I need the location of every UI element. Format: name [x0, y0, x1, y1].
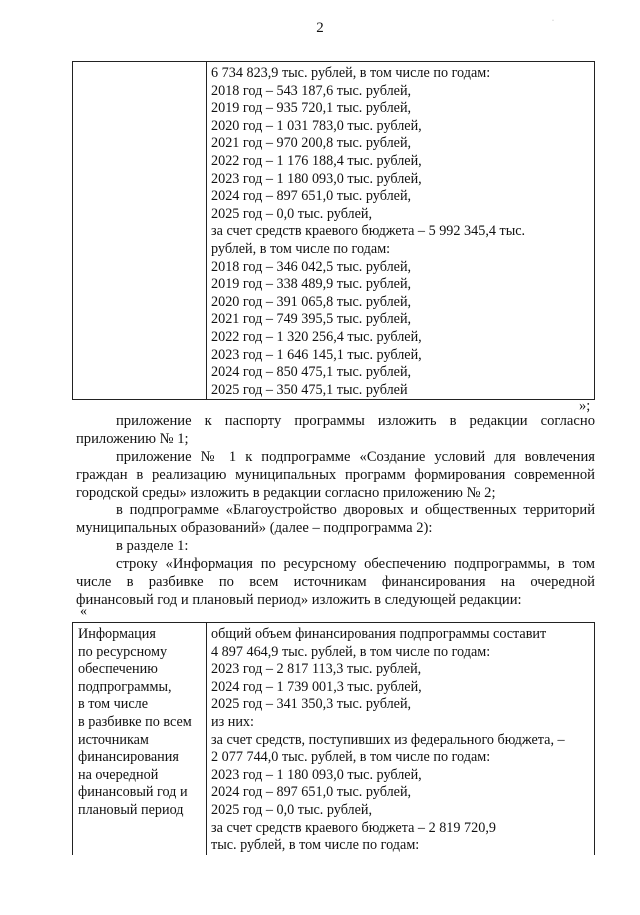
paragraph-line: в подпрограмме «Благоустройство дворовых и общественных территорий: [116, 502, 595, 518]
table-line: 2020 год – 391 065,8 тыс. рублей,: [211, 293, 412, 310]
table-line: 2024 год – 1 739 001,3 тыс. рублей,: [211, 678, 422, 695]
table-line: за счет средств, поступивших из федерального бюджета, –: [211, 731, 565, 748]
paragraph-line: числе в разбивке по всем источникам финансирования на очередной: [76, 573, 595, 590]
paragraph-line: городской среды» изложить в редакции согласно приложению № 2;: [76, 484, 496, 501]
table-line: 2023 год – 1 180 093,0 тыс. рублей,: [211, 766, 422, 783]
table-line: из них:: [211, 713, 254, 730]
table-line: за счет средств краевого бюджета – 5 992 345,4 тыс.: [211, 223, 526, 240]
table-line: 2025 год – 350 475,1 тыс. рублей: [211, 381, 408, 398]
table-line: 2022 год – 1 176 188,4 тыс. рублей,: [211, 152, 422, 169]
paragraph-line: приложение к паспорту программы изложить в редакции согласно: [116, 413, 595, 429]
table-line: 2023 год – 1 646 145,1 тыс. рублей,: [211, 346, 422, 363]
table-line: 2023 год – 1 180 093,0 тыс. рублей,: [211, 170, 422, 187]
table-line: 2 077 744,0 тыс. рублей, в том числе по годам:: [211, 749, 491, 766]
table-line: 2018 год – 346 042,5 тыс. рублей,: [211, 258, 412, 275]
table-right-cell: [207, 623, 595, 855]
table-line: плановый период: [78, 801, 184, 818]
table-line: рублей, в том числе по годам:: [211, 240, 391, 257]
table-line: в том числе: [78, 696, 149, 713]
paragraph-row-edit: [76, 556, 595, 609]
table-line: Информация: [78, 626, 156, 642]
paragraph-line: муниципальных образований» (далее – подпрограмма 2):: [76, 519, 433, 536]
table-line: 6 734 823,9 тыс. рублей, в том числе по годам:: [211, 65, 491, 81]
paragraph-appendix-subprogram: [76, 449, 595, 502]
paragraph-appendix-passport: [76, 413, 595, 449]
opening-quote: «: [80, 604, 87, 619]
table-line: на очередной: [78, 766, 159, 783]
table-line: 4 897 464,9 тыс. рублей, в том числе по годам:: [211, 643, 491, 660]
table-line: 2019 год – 935 720,1 тыс. рублей,: [211, 100, 412, 117]
table-right-cell: [207, 62, 595, 400]
funding-table-top: [72, 61, 595, 400]
table-left-cell: [73, 623, 207, 855]
table-line: финансовый год и: [78, 784, 188, 801]
closing-quote: »;: [579, 398, 591, 414]
table-line: за счет средств краевого бюджета – 2 819 720,9: [211, 819, 496, 836]
table-line: источникам: [78, 731, 149, 748]
paragraph-line: финансовый год и плановый период» изложить в следующей редакции:: [76, 591, 522, 608]
table-line: 2025 год – 0,0 тыс. рублей,: [211, 205, 373, 222]
table-line: по ресурсному: [78, 643, 168, 660]
table-line: 2025 год – 0,0 тыс. рублей,: [211, 801, 373, 818]
table-line: 2021 год – 749 395,5 тыс. рублей,: [211, 311, 412, 328]
paragraph-line: строку «Информация по ресурсному обеспечению подпрограммы, в том: [116, 556, 595, 572]
table-row: [73, 623, 595, 855]
table-line: обеспечению: [78, 661, 158, 678]
table-line: 2024 год – 897 651,0 тыс. рублей,: [211, 784, 412, 801]
corner-mark: ·: [552, 18, 554, 24]
paragraph-line: приложение № 1 к подпрограмме «Создание условий для вовлечения: [116, 449, 595, 465]
table-line: 2024 год – 897 651,0 тыс. рублей,: [211, 188, 412, 205]
table-line: 2021 год – 970 200,8 тыс. рублей,: [211, 135, 412, 152]
paragraph-line: граждан в реализацию муниципальных программ формирования современной: [76, 466, 595, 483]
table-line: 2020 год – 1 031 783,0 тыс. рублей,: [211, 117, 422, 134]
table-line: в разбивке по всем: [78, 713, 192, 730]
table-left-cell: [73, 62, 207, 400]
paragraph-section-1: [76, 538, 595, 556]
page-number: 2: [316, 20, 324, 36]
table-line: 2022 год – 1 320 256,4 тыс. рублей,: [211, 328, 422, 345]
table-line: подпрограммы,: [78, 678, 172, 695]
table-line: 2025 год – 341 350,3 тыс. рублей,: [211, 696, 412, 713]
table-line: тыс. рублей, в том числе по годам:: [211, 837, 420, 854]
table-line: общий объем финансирования подпрограммы составит: [211, 626, 547, 642]
paragraph-subprogram-2: [76, 502, 595, 538]
paragraph-line: в разделе 1:: [116, 538, 189, 554]
funding-table-bottom: [72, 622, 595, 855]
table-line: 2018 год – 543 187,6 тыс. рублей,: [211, 82, 412, 99]
table-line: 2023 год – 2 817 113,3 тыс. рублей,: [211, 661, 422, 678]
table-line: 2019 год – 338 489,9 тыс. рублей,: [211, 276, 412, 293]
paragraph-line: приложению № 1;: [76, 430, 189, 447]
table-line: 2024 год – 850 475,1 тыс. рублей,: [211, 364, 412, 381]
table-line: финансирования: [78, 749, 179, 766]
table-row: [73, 62, 595, 400]
